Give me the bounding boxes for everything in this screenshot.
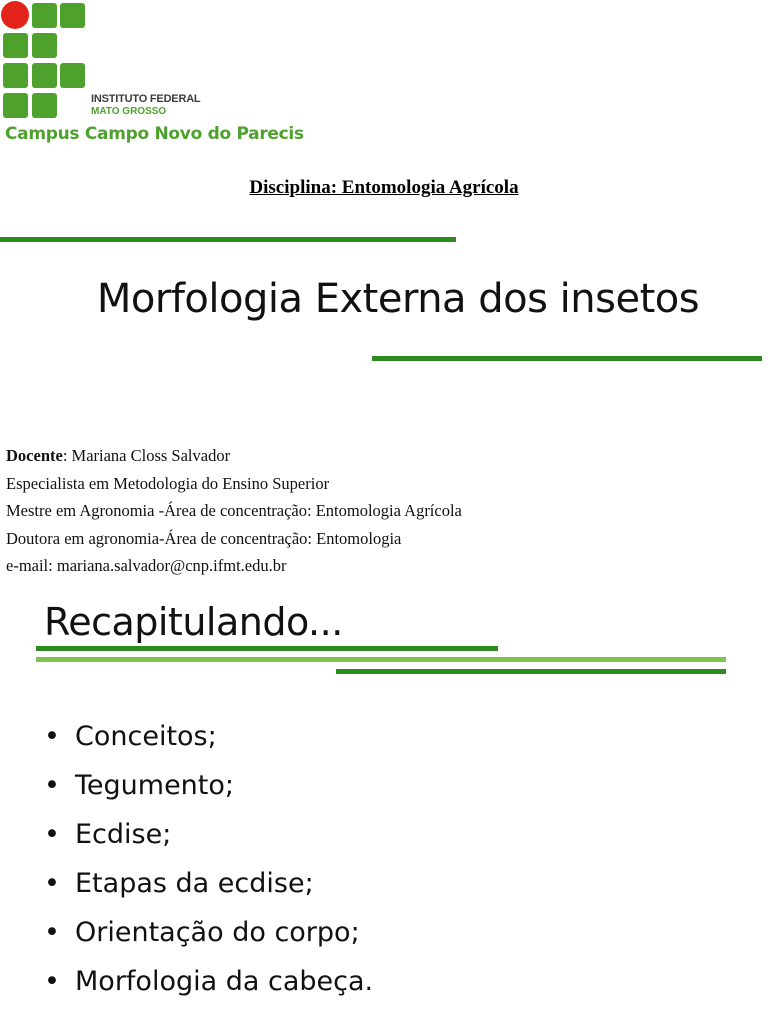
list-item-text: Orientação do corpo; xyxy=(75,917,360,948)
logo-square xyxy=(3,93,28,118)
list-item xyxy=(44,957,373,1006)
logo-red-circle xyxy=(1,1,29,29)
slide-title: Morfologia Externa dos insetos xyxy=(96,276,700,322)
bullet-icon: • xyxy=(44,966,60,997)
divider-bar xyxy=(372,356,762,361)
list-item xyxy=(44,712,373,761)
logo-square xyxy=(3,33,28,58)
divider-bar xyxy=(336,669,726,674)
divider-bar-light xyxy=(36,657,726,662)
logo-square xyxy=(3,63,28,88)
logo-square xyxy=(32,63,57,88)
credential-doctorate: Doutora em agronomia-Área de concentração: Entomologia xyxy=(6,528,402,548)
institution-state: MATO GROSSO xyxy=(91,106,167,117)
instructor-line xyxy=(6,442,462,470)
list-item xyxy=(44,908,373,957)
instructor-email: e-mail: mariana.salvador@cnp.ifmt.edu.br xyxy=(6,556,287,575)
institution-name: INSTITUTO FEDERAL xyxy=(91,93,201,105)
list-item-text: Etapas da ecdise; xyxy=(75,868,314,899)
recap-heading: Recapitulando... xyxy=(44,600,343,644)
instructor-name: : Mariana Closs Salvador xyxy=(62,446,231,465)
bullet-icon: • xyxy=(44,819,60,850)
bullet-icon: • xyxy=(44,770,60,801)
divider-bar xyxy=(36,646,498,651)
list-item xyxy=(44,761,373,810)
logo-square xyxy=(32,33,57,58)
bullet-icon: • xyxy=(44,868,60,899)
list-item-text: Morfologia da cabeça. xyxy=(75,966,374,997)
list-item-text: Tegumento; xyxy=(75,770,234,801)
recap-list xyxy=(44,712,373,1006)
list-item-text: Ecdise; xyxy=(75,819,172,850)
logo-square xyxy=(32,3,57,28)
campus-name: Campus Campo Novo do Parecis xyxy=(5,124,304,144)
logo-square xyxy=(60,63,85,88)
logo-square xyxy=(32,93,57,118)
instructor-label: Docente xyxy=(6,446,63,465)
logo-square xyxy=(60,3,85,28)
credential-masters: Mestre em Agronomia -Área de concentração: Entomologia Agrícola xyxy=(6,501,462,520)
bullet-icon: • xyxy=(44,917,60,948)
discipline-heading: Disciplina: Entomologia Agrícola xyxy=(249,177,519,198)
bullet-icon: • xyxy=(44,721,60,752)
divider-bar xyxy=(0,237,456,242)
credential-specialist: Especialista em Metodologia do Ensino Superior xyxy=(6,473,330,493)
list-item xyxy=(44,859,373,908)
list-item-text: Conceitos; xyxy=(75,721,217,752)
list-item xyxy=(44,810,373,859)
instructor-info xyxy=(6,442,462,580)
